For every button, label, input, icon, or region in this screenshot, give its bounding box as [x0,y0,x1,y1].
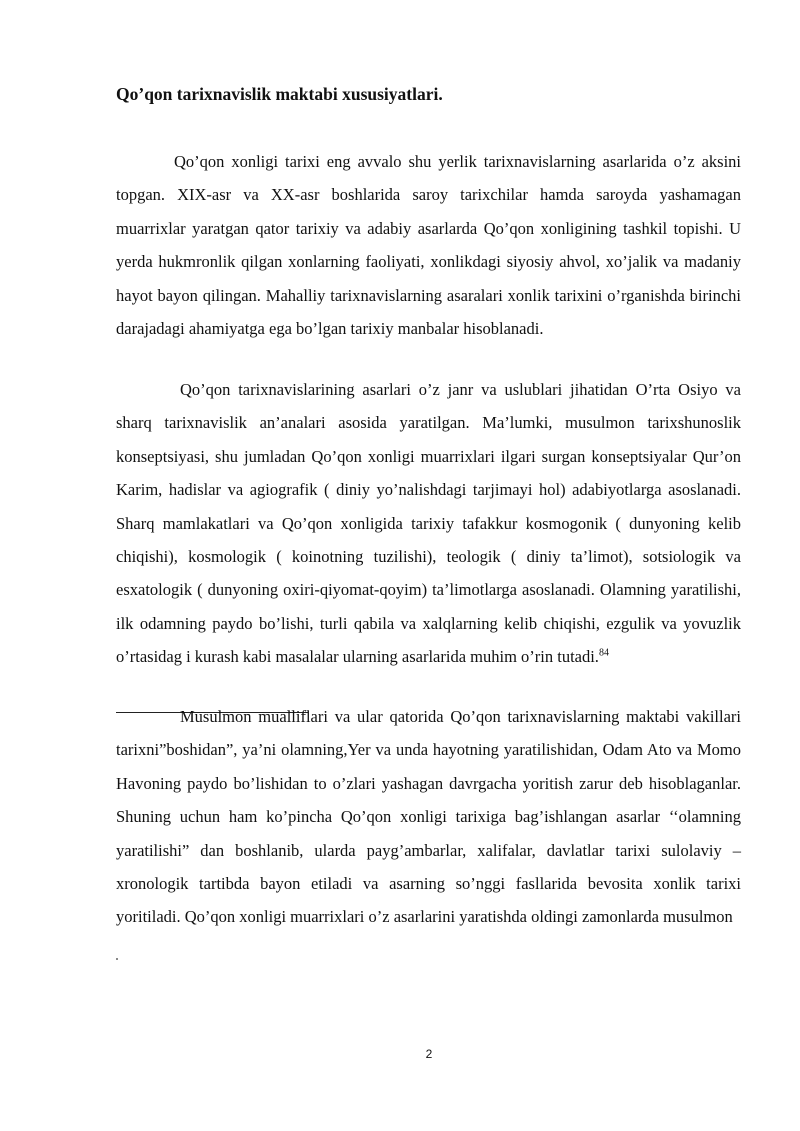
paragraph-3: Musulmon mualliflari va ular qatorida Qo’qon tarixnavislarning maktabi vakillari tarixni”boshidan”, ya’ni olamning,Yer va unda hayotning yaratilishidan, Odam Ato va Momo Havoning paydo bo’lishidan to o’zlari yashagan davrgacha yoritish zarur deb hisoblaganlar. Shuning uchun ham ko’pincha Qo’qon xonligi tarixiga bag’ishlangan asarlar ‘‘olamning yaratilishi” dan boshlanib, ularda payg’ambarlar, xalifalar, davlatlar tarixi sulolaviy – xronologik tartibda bayon etiladi va asarning so’nggi fasllarida bevosita xonlik tarixi yoritiladi. Qo’qon xonligi muarrixlari o’z asarlarini yaratishda oldingi zamonlarda musulmon [116,707,741,927]
paragraph-2-text: Qo’qon tarixnavislarining asarlari o’z janr va uslublari jihatidan O’rta Osiyo va sharq tarixnavislik an’analari asosida yaratilgan. Ma’lumki, musulmon tarixshunoslik konseptsiyasi, shu jumladan Qo’qon xonligi muarrixlari ilgari surgan konseptsiyalar Qur’on Karim, hadislar va agiografik ( diniy yo’nalishdagi tarjimayi hol) adabiyotlarga asoslanadi. Sharq mamlakatlari va Qo’qon xonligida tarixiy tafakkur kosmogonik ( dunyoning kelib chiqishi), kosmologik ( koinotning tuzilishi), teologik ( diniy ta’limot), sotsiologik va esxatologik ( dunyoning oxiri-qiyomat-qoyim) ta’limotlarga asoslanadi. Olamning yaratilishi, ilk odamning paydo bo’lishi, turli qabila va xalqlarning kelib chiqishi, ezgulik va yovuzlik o’rtasidag i kurash kabi masalalar ularning asarlarida muhim o’rin tutadi. [116,380,741,667]
footnote-marker [116,958,118,960]
paragraph-1: Qo’qon xonligi tarixi eng avvalo shu yerlik tarixnavislarning asarlarida o’z aksini topgan. XIX-asr va XX-asr boshlarida saroy tarixchilar hamda saroyda yashamagan muarrixlar yaratgan qator tarixiy va adabiy asarlarda Qo’qon xonligining tashkil topishi. U yerda hukmronlik qilgan xonlarning faoliyati, xonlikdagi siyosiy ahvol, xo’jalik va madaniy hayot bayon qilingan. Mahalliy tarixnavislarning asaralari xonlik tarixini o’rganishda birinchi darajadagi ahamiyatga ega bo’lgan tarixiy manbalar hisoblanadi. [116,152,741,339]
page-number: 2 [425,1047,433,1061]
section-title: Qo’qon tarixnavislik maktabi xususiyatlari. [116,84,443,104]
footnote-reference: 84 [598,647,609,659]
paragraph-2 [116,373,741,674]
